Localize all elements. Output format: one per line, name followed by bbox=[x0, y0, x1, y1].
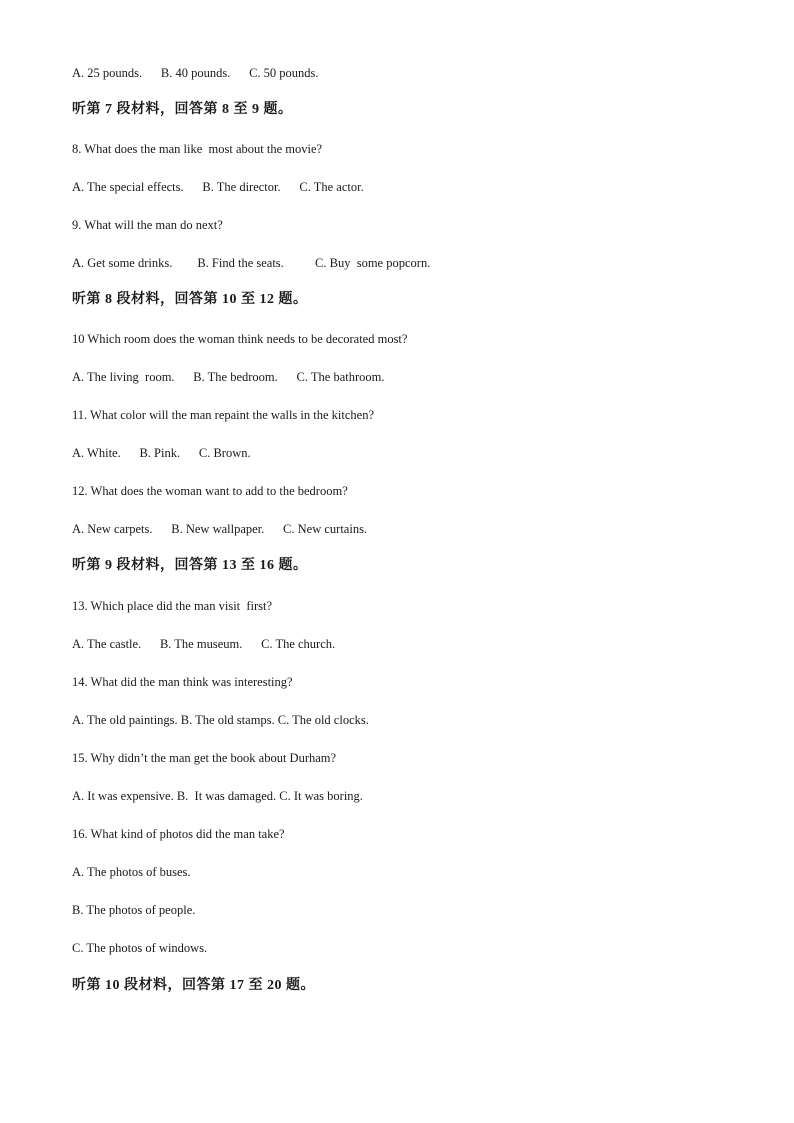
section-heading-7: 听第 7 段材料，回答第 8 至 9 题。 bbox=[72, 102, 293, 117]
question-15: 15. Why didn’t the man get the book about Durham? bbox=[72, 751, 337, 765]
option-16-c: C. The photos of windows. bbox=[72, 941, 208, 955]
options-10: A. The living room. B. The bedroom. C. The bathroom. bbox=[72, 370, 385, 384]
section-heading-8: 听第 8 段材料，回答第 10 至 12 题。 bbox=[72, 292, 308, 307]
options-8: A. The special effects. B. The director. C. The actor. bbox=[72, 180, 364, 194]
options-9: A. Get some drinks. B. Find the seats. C. Buy some popcorn. bbox=[72, 256, 431, 270]
question-11: 11. What color will the man repaint the walls in the kitchen? bbox=[72, 408, 374, 422]
options-12: A. New carpets. B. New wallpaper. C. New curtains. bbox=[72, 522, 368, 536]
options-11: A. White. B. Pink. C. Brown. bbox=[72, 446, 251, 460]
options-15: A. It was expensive. B. It was damaged. C. It was boring. bbox=[72, 789, 363, 803]
question-10: 10 Which room does the woman think needs to be decorated most? bbox=[72, 332, 408, 346]
section-heading-10: 听第 10 段材料，回答第 17 至 20 题。 bbox=[72, 978, 315, 993]
question-9: 9. What will the man do next? bbox=[72, 218, 223, 232]
options-14: A. The old paintings. B. The old stamps. C. The old clocks. bbox=[72, 713, 369, 727]
option-line-q7: A. 25 pounds. B. 40 pounds. C. 50 pounds. bbox=[72, 66, 319, 80]
options-13: A. The castle. B. The museum. C. The church. bbox=[72, 637, 336, 651]
question-12: 12. What does the woman want to add to the bedroom? bbox=[72, 484, 348, 498]
option-16-b: B. The photos of people. bbox=[72, 903, 196, 917]
question-8: 8. What does the man like most about the movie? bbox=[72, 142, 323, 156]
question-14: 14. What did the man think was interesting? bbox=[72, 675, 293, 689]
option-16-a: A. The photos of buses. bbox=[72, 865, 191, 879]
question-13: 13. Which place did the man visit first? bbox=[72, 599, 273, 613]
section-heading-9: 听第 9 段材料，回答第 13 至 16 题。 bbox=[72, 558, 308, 573]
question-16: 16. What kind of photos did the man take? bbox=[72, 827, 285, 841]
